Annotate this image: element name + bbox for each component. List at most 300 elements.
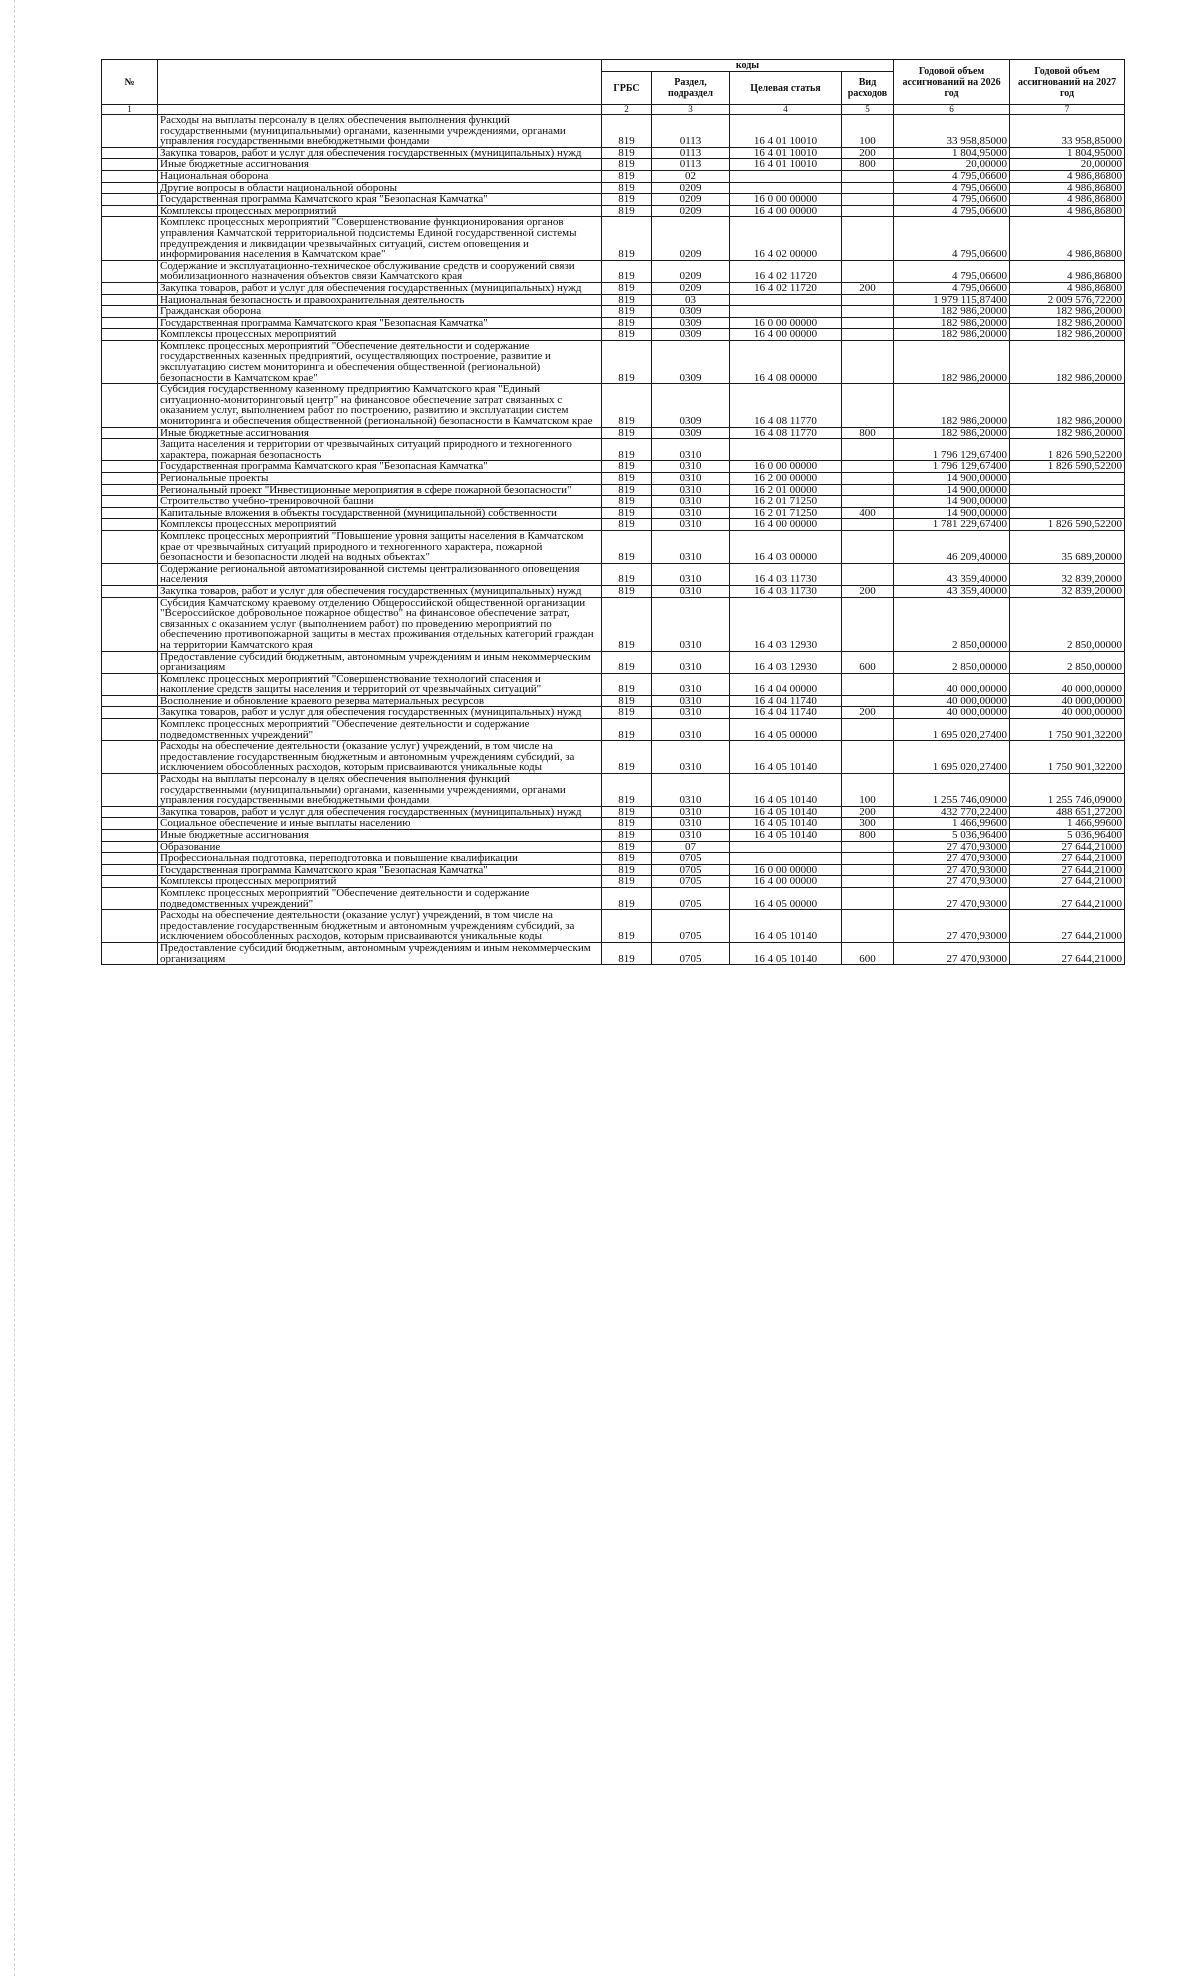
row-razdel: 0310 bbox=[652, 496, 730, 508]
row-number bbox=[102, 853, 158, 865]
row-grbs: 819 bbox=[602, 496, 652, 508]
row-2027: 20,00000 bbox=[1010, 159, 1125, 171]
row-target: 16 4 04 00000 bbox=[730, 673, 842, 695]
row-target: 16 4 03 00000 bbox=[730, 530, 842, 563]
row-2027: 27 644,21000 bbox=[1010, 942, 1125, 964]
row-razdel: 0309 bbox=[652, 340, 730, 383]
row-target bbox=[730, 306, 842, 318]
column-index-cell bbox=[158, 105, 602, 115]
row-grbs: 819 bbox=[602, 585, 652, 597]
row-number bbox=[102, 282, 158, 294]
row-target: 16 4 05 10140 bbox=[730, 806, 842, 818]
row-number bbox=[102, 217, 158, 260]
row-vid bbox=[842, 384, 894, 427]
row-2026: 182 986,20000 bbox=[894, 384, 1010, 427]
row-name: Комплекс процессных мероприятий "Обеспечение деятельности и содержание государственных казенных предприятий, осуществляющих построение, развитие и эксплуатацию систем мониторинга и обеспечения общественной (региональной) безопасности в Камчатском крае" bbox=[158, 340, 602, 383]
row-vid bbox=[842, 519, 894, 531]
table-row bbox=[102, 563, 1125, 585]
row-grbs: 819 bbox=[602, 707, 652, 719]
row-name: Восполнение и обновление краевого резерва материальных ресурсов bbox=[158, 695, 602, 707]
row-razdel: 0209 bbox=[652, 260, 730, 282]
row-2026: 182 986,20000 bbox=[894, 340, 1010, 383]
row-2026: 20,00000 bbox=[894, 159, 1010, 171]
row-2027 bbox=[1010, 507, 1125, 519]
row-razdel: 0310 bbox=[652, 585, 730, 597]
row-name: Предоставление субсидий бюджетным, автономным учреждениям и иным некоммерческим организациям bbox=[158, 651, 602, 673]
table-body bbox=[102, 115, 1125, 965]
row-grbs: 819 bbox=[602, 182, 652, 194]
row-target: 16 2 01 00000 bbox=[730, 484, 842, 496]
row-2026: 182 986,20000 bbox=[894, 329, 1010, 341]
table-row bbox=[102, 853, 1125, 865]
row-vid bbox=[842, 563, 894, 585]
row-2026: 33 958,85000 bbox=[894, 115, 1010, 148]
row-2027: 182 986,20000 bbox=[1010, 306, 1125, 318]
row-name: Содержание и эксплуатационно-техническое обслуживание средств и сооружений связи мобилизационного назначения объектов связи Камчатского края bbox=[158, 260, 602, 282]
table-row bbox=[102, 830, 1125, 842]
row-2027: 4 986,86800 bbox=[1010, 182, 1125, 194]
table-row bbox=[102, 876, 1125, 888]
row-2026: 1 255 746,09000 bbox=[894, 774, 1010, 807]
row-2026: 27 470,93000 bbox=[894, 887, 1010, 909]
scan-edge-mark bbox=[14, 0, 15, 1976]
table-row bbox=[102, 170, 1125, 182]
row-grbs: 819 bbox=[602, 818, 652, 830]
row-vid bbox=[842, 910, 894, 943]
table-row bbox=[102, 741, 1125, 774]
row-target: 16 4 03 12930 bbox=[730, 597, 842, 651]
row-2026: 4 795,06600 bbox=[894, 170, 1010, 182]
row-target bbox=[730, 170, 842, 182]
row-2027: 1 750 901,32200 bbox=[1010, 719, 1125, 741]
row-vid: 600 bbox=[842, 651, 894, 673]
row-target bbox=[730, 294, 842, 306]
row-2026: 46 209,40000 bbox=[894, 530, 1010, 563]
row-2026: 40 000,00000 bbox=[894, 707, 1010, 719]
row-target: 16 4 02 11720 bbox=[730, 260, 842, 282]
row-grbs: 819 bbox=[602, 205, 652, 217]
row-2027: 1 466,99600 bbox=[1010, 818, 1125, 830]
row-name: Национальная безопасность и правоохранительная деятельность bbox=[158, 294, 602, 306]
row-razdel: 0705 bbox=[652, 887, 730, 909]
row-name: Комплекс процессных мероприятий "Совершенствование функционирования органов управления Камчатской территориальной подсистемы Единой государственной системы предупреждения и ликвидации чрезвычайных ситуаций, систем оповещения и информирования населения в Камчатском крае" bbox=[158, 217, 602, 260]
row-name: Расходы на обеспечение деятельности (оказание услуг) учреждений, в том числе на предоставление государственным бюджетным и автономным учреждениям субсидий, за исключением обособленных расходов, которым присваиваются уникальные коды bbox=[158, 910, 602, 943]
row-name: Комплексы процессных мероприятий bbox=[158, 205, 602, 217]
row-vid bbox=[842, 205, 894, 217]
row-target: 16 4 03 11730 bbox=[730, 563, 842, 585]
row-razdel: 02 bbox=[652, 170, 730, 182]
table-row bbox=[102, 530, 1125, 563]
table-row bbox=[102, 282, 1125, 294]
row-vid bbox=[842, 876, 894, 888]
row-target: 16 4 02 00000 bbox=[730, 217, 842, 260]
row-2027: 27 644,21000 bbox=[1010, 864, 1125, 876]
column-index-row bbox=[102, 105, 1125, 115]
row-2027: 1 826 590,52200 bbox=[1010, 439, 1125, 461]
row-number bbox=[102, 484, 158, 496]
row-2027: 4 986,86800 bbox=[1010, 217, 1125, 260]
column-index-cell: 3 bbox=[652, 105, 730, 115]
row-vid: 600 bbox=[842, 942, 894, 964]
row-name: Субсидия Камчатскому краевому отделению Общероссийской общественной организации "Всероссийское добровольное пожарное общество" на финансовое обеспечение затрат, связанных с оказанием услуг (выполнением работ) по проведению мероприятий по обеспечению противопожарной защиты в местах проживания отдельных категорий граждан на территории Камчатского края bbox=[158, 597, 602, 651]
table-row bbox=[102, 317, 1125, 329]
row-target: 16 4 01 10010 bbox=[730, 115, 842, 148]
row-vid bbox=[842, 340, 894, 383]
row-grbs: 819 bbox=[602, 830, 652, 842]
row-grbs: 819 bbox=[602, 519, 652, 531]
row-target: 16 4 01 10010 bbox=[730, 147, 842, 159]
row-name: Социальное обеспечение и иные выплаты населению bbox=[158, 818, 602, 830]
row-2027: 1 750 901,32200 bbox=[1010, 741, 1125, 774]
row-grbs: 819 bbox=[602, 427, 652, 439]
row-target: 16 2 01 71250 bbox=[730, 507, 842, 519]
row-2026: 14 900,00000 bbox=[894, 473, 1010, 485]
row-target: 16 4 04 11740 bbox=[730, 707, 842, 719]
row-number bbox=[102, 170, 158, 182]
row-vid bbox=[842, 306, 894, 318]
row-grbs: 819 bbox=[602, 864, 652, 876]
row-2026: 1 804,95000 bbox=[894, 147, 1010, 159]
table-row bbox=[102, 182, 1125, 194]
row-vid: 200 bbox=[842, 282, 894, 294]
row-target: 16 4 01 10010 bbox=[730, 159, 842, 171]
row-number bbox=[102, 563, 158, 585]
row-name: Предоставление субсидий бюджетным, автономным учреждениям и иным некоммерческим организациям bbox=[158, 942, 602, 964]
row-grbs: 819 bbox=[602, 806, 652, 818]
row-vid bbox=[842, 217, 894, 260]
budget-table bbox=[101, 59, 1125, 965]
row-vid bbox=[842, 461, 894, 473]
row-2026: 1 466,99600 bbox=[894, 818, 1010, 830]
row-vid bbox=[842, 317, 894, 329]
row-razdel: 0310 bbox=[652, 563, 730, 585]
row-name: Капитальные вложения в объекты государственной (муниципальной) собственности bbox=[158, 507, 602, 519]
row-2027: 27 644,21000 bbox=[1010, 910, 1125, 943]
row-target: 16 0 00 00000 bbox=[730, 864, 842, 876]
row-razdel: 0113 bbox=[652, 147, 730, 159]
row-vid bbox=[842, 484, 894, 496]
table-row bbox=[102, 159, 1125, 171]
header-codes: коды bbox=[602, 60, 894, 72]
row-vid bbox=[842, 695, 894, 707]
row-grbs: 819 bbox=[602, 217, 652, 260]
row-vid: 300 bbox=[842, 818, 894, 830]
row-2027: 32 839,20000 bbox=[1010, 585, 1125, 597]
row-number bbox=[102, 159, 158, 171]
row-name: Образование bbox=[158, 841, 602, 853]
row-target: 16 0 00 00000 bbox=[730, 317, 842, 329]
row-2027: 1 804,95000 bbox=[1010, 147, 1125, 159]
row-name: Комплексы процессных мероприятий bbox=[158, 329, 602, 341]
row-2027: 2 850,00000 bbox=[1010, 651, 1125, 673]
row-name: Комплексы процессных мероприятий bbox=[158, 519, 602, 531]
row-number bbox=[102, 427, 158, 439]
row-2027: 4 986,86800 bbox=[1010, 205, 1125, 217]
row-2027: 40 000,00000 bbox=[1010, 673, 1125, 695]
row-razdel: 0310 bbox=[652, 507, 730, 519]
row-number bbox=[102, 473, 158, 485]
row-target: 16 4 08 11770 bbox=[730, 427, 842, 439]
table-row bbox=[102, 864, 1125, 876]
row-vid bbox=[842, 841, 894, 853]
row-2026: 1 695 020,27400 bbox=[894, 741, 1010, 774]
row-vid: 800 bbox=[842, 830, 894, 842]
row-2026: 1 979 115,87400 bbox=[894, 294, 1010, 306]
row-razdel: 0309 bbox=[652, 306, 730, 318]
row-target bbox=[730, 853, 842, 865]
row-vid bbox=[842, 170, 894, 182]
row-grbs: 819 bbox=[602, 329, 652, 341]
table-row bbox=[102, 115, 1125, 148]
row-2026: 182 986,20000 bbox=[894, 317, 1010, 329]
row-2027: 182 986,20000 bbox=[1010, 384, 1125, 427]
row-vid bbox=[842, 329, 894, 341]
row-razdel: 0310 bbox=[652, 774, 730, 807]
row-number bbox=[102, 864, 158, 876]
row-number bbox=[102, 294, 158, 306]
row-razdel: 0310 bbox=[652, 707, 730, 719]
table-row bbox=[102, 217, 1125, 260]
table-row bbox=[102, 841, 1125, 853]
row-grbs: 819 bbox=[602, 115, 652, 148]
row-target: 16 2 00 00000 bbox=[730, 473, 842, 485]
row-2027: 182 986,20000 bbox=[1010, 340, 1125, 383]
row-2026: 27 470,93000 bbox=[894, 841, 1010, 853]
row-razdel: 0705 bbox=[652, 876, 730, 888]
row-name: Расходы на выплаты персоналу в целях обеспечения выполнения функций государственными (муниципальными) органами, казенными учреждениями, органами управления государственными внебюджетными фондами bbox=[158, 774, 602, 807]
row-number bbox=[102, 194, 158, 206]
row-vid bbox=[842, 473, 894, 485]
row-razdel: 0310 bbox=[652, 651, 730, 673]
row-2026: 27 470,93000 bbox=[894, 853, 1010, 865]
row-razdel: 0309 bbox=[652, 317, 730, 329]
row-target: 16 4 00 00000 bbox=[730, 519, 842, 531]
row-2027: 40 000,00000 bbox=[1010, 707, 1125, 719]
row-number bbox=[102, 695, 158, 707]
column-index-cell: 4 bbox=[730, 105, 842, 115]
row-name: Закупка товаров, работ и услуг для обеспечения государственных (муниципальных) нужд bbox=[158, 282, 602, 294]
row-target: 16 4 08 00000 bbox=[730, 340, 842, 383]
row-number bbox=[102, 147, 158, 159]
row-2027: 182 986,20000 bbox=[1010, 427, 1125, 439]
row-2026: 182 986,20000 bbox=[894, 427, 1010, 439]
row-grbs: 819 bbox=[602, 530, 652, 563]
row-target: 16 4 05 10140 bbox=[730, 942, 842, 964]
row-vid: 200 bbox=[842, 147, 894, 159]
row-number bbox=[102, 673, 158, 695]
row-2027 bbox=[1010, 473, 1125, 485]
row-grbs: 819 bbox=[602, 317, 652, 329]
row-vid bbox=[842, 597, 894, 651]
row-name: Закупка товаров, работ и услуг для обеспечения государственных (муниципальных) нужд bbox=[158, 707, 602, 719]
row-razdel: 0209 bbox=[652, 205, 730, 217]
row-target: 16 4 00 00000 bbox=[730, 205, 842, 217]
row-number bbox=[102, 519, 158, 531]
table-row bbox=[102, 695, 1125, 707]
row-target bbox=[730, 439, 842, 461]
row-razdel: 0705 bbox=[652, 942, 730, 964]
row-target: 16 0 00 00000 bbox=[730, 461, 842, 473]
row-name: Национальная оборона bbox=[158, 170, 602, 182]
row-grbs: 819 bbox=[602, 695, 652, 707]
row-target: 16 4 08 11770 bbox=[730, 384, 842, 427]
row-number bbox=[102, 182, 158, 194]
header-2027: Годовой объем ассигнований на 2027 год bbox=[1010, 60, 1125, 105]
row-grbs: 819 bbox=[602, 876, 652, 888]
row-name: Иные бюджетные ассигнования bbox=[158, 830, 602, 842]
row-grbs: 819 bbox=[602, 887, 652, 909]
row-razdel: 0705 bbox=[652, 910, 730, 943]
row-razdel: 0209 bbox=[652, 282, 730, 294]
row-grbs: 819 bbox=[602, 563, 652, 585]
row-number bbox=[102, 719, 158, 741]
row-2026: 43 359,40000 bbox=[894, 563, 1010, 585]
row-target: 16 4 03 11730 bbox=[730, 585, 842, 597]
row-razdel: 0310 bbox=[652, 519, 730, 531]
row-name: Защита населения и территории от чрезвычайных ситуаций природного и техногенного характера, пожарная безопасность bbox=[158, 439, 602, 461]
row-2026: 432 770,22400 bbox=[894, 806, 1010, 818]
row-target: 16 4 04 11740 bbox=[730, 695, 842, 707]
header-target: Целевая статья bbox=[730, 72, 842, 105]
table-row bbox=[102, 439, 1125, 461]
column-index-cell: 1 bbox=[102, 105, 158, 115]
column-index-cell: 5 bbox=[842, 105, 894, 115]
row-number bbox=[102, 461, 158, 473]
row-2026: 27 470,93000 bbox=[894, 876, 1010, 888]
row-number bbox=[102, 774, 158, 807]
row-name: Закупка товаров, работ и услуг для обеспечения государственных (муниципальных) нужд bbox=[158, 806, 602, 818]
row-number bbox=[102, 876, 158, 888]
header-grbs: ГРБС bbox=[602, 72, 652, 105]
row-name: Иные бюджетные ассигнования bbox=[158, 427, 602, 439]
row-vid bbox=[842, 194, 894, 206]
row-number bbox=[102, 806, 158, 818]
table-row bbox=[102, 461, 1125, 473]
row-2027: 4 986,86800 bbox=[1010, 170, 1125, 182]
row-2026: 40 000,00000 bbox=[894, 695, 1010, 707]
row-2027: 1 255 746,09000 bbox=[1010, 774, 1125, 807]
table-row bbox=[102, 496, 1125, 508]
row-name: Расходы на выплаты персоналу в целях обеспечения выполнения функций государственными (муниципальными) органами, казенными учреждениями, органами управления государственными внебюджетными фондами bbox=[158, 115, 602, 148]
table-row bbox=[102, 887, 1125, 909]
table-row bbox=[102, 707, 1125, 719]
row-razdel: 0310 bbox=[652, 473, 730, 485]
row-vid: 100 bbox=[842, 774, 894, 807]
row-2027: 4 986,86800 bbox=[1010, 260, 1125, 282]
row-2026: 27 470,93000 bbox=[894, 942, 1010, 964]
row-2026: 1 796 129,67400 bbox=[894, 439, 1010, 461]
row-name: Закупка товаров, работ и услуг для обеспечения государственных (муниципальных) нужд bbox=[158, 147, 602, 159]
row-2026: 182 986,20000 bbox=[894, 306, 1010, 318]
row-grbs: 819 bbox=[602, 741, 652, 774]
table-row bbox=[102, 260, 1125, 282]
row-vid bbox=[842, 741, 894, 774]
table-row bbox=[102, 384, 1125, 427]
row-number bbox=[102, 496, 158, 508]
header-2026: Годовой объем ассигнований на 2026 год bbox=[894, 60, 1010, 105]
row-vid bbox=[842, 182, 894, 194]
row-number bbox=[102, 707, 158, 719]
row-razdel: 0309 bbox=[652, 384, 730, 427]
header-number: № bbox=[102, 60, 158, 105]
row-razdel: 0113 bbox=[652, 115, 730, 148]
table-row bbox=[102, 818, 1125, 830]
row-number bbox=[102, 115, 158, 148]
column-index-cell: 2 bbox=[602, 105, 652, 115]
row-2026: 14 900,00000 bbox=[894, 496, 1010, 508]
row-grbs: 819 bbox=[602, 774, 652, 807]
row-number bbox=[102, 830, 158, 842]
row-number bbox=[102, 887, 158, 909]
table-row bbox=[102, 719, 1125, 741]
row-number bbox=[102, 340, 158, 383]
row-number bbox=[102, 205, 158, 217]
row-target: 16 4 05 00000 bbox=[730, 719, 842, 741]
row-2027: 1 826 590,52200 bbox=[1010, 519, 1125, 531]
table-row bbox=[102, 597, 1125, 651]
row-vid: 400 bbox=[842, 507, 894, 519]
row-2027: 27 644,21000 bbox=[1010, 876, 1125, 888]
row-2026: 1 796 129,67400 bbox=[894, 461, 1010, 473]
row-target: 16 4 05 10140 bbox=[730, 910, 842, 943]
row-grbs: 819 bbox=[602, 384, 652, 427]
row-razdel: 0705 bbox=[652, 853, 730, 865]
row-grbs: 819 bbox=[602, 841, 652, 853]
table-row bbox=[102, 329, 1125, 341]
row-target: 16 4 00 00000 bbox=[730, 329, 842, 341]
row-target bbox=[730, 841, 842, 853]
row-target: 16 4 05 10140 bbox=[730, 830, 842, 842]
row-grbs: 819 bbox=[602, 651, 652, 673]
row-razdel: 0309 bbox=[652, 329, 730, 341]
row-number bbox=[102, 384, 158, 427]
table-row bbox=[102, 942, 1125, 964]
row-name: Другие вопросы в области национальной обороны bbox=[158, 182, 602, 194]
row-razdel: 0310 bbox=[652, 719, 730, 741]
row-razdel: 0705 bbox=[652, 864, 730, 876]
table-row bbox=[102, 806, 1125, 818]
row-grbs: 819 bbox=[602, 170, 652, 182]
header-name bbox=[158, 60, 602, 105]
row-2026: 40 000,00000 bbox=[894, 673, 1010, 695]
table-row bbox=[102, 473, 1125, 485]
table-row bbox=[102, 673, 1125, 695]
row-razdel: 0310 bbox=[652, 461, 730, 473]
row-razdel: 0209 bbox=[652, 182, 730, 194]
column-index-cell: 7 bbox=[1010, 105, 1125, 115]
row-razdel: 0310 bbox=[652, 597, 730, 651]
row-grbs: 819 bbox=[602, 853, 652, 865]
row-grbs: 819 bbox=[602, 719, 652, 741]
row-vid bbox=[842, 439, 894, 461]
row-name: Региональные проекты bbox=[158, 473, 602, 485]
row-razdel: 0310 bbox=[652, 530, 730, 563]
row-name: Гражданская оборона bbox=[158, 306, 602, 318]
row-target: 16 4 02 11720 bbox=[730, 282, 842, 294]
row-number bbox=[102, 741, 158, 774]
row-razdel: 0310 bbox=[652, 741, 730, 774]
row-vid: 800 bbox=[842, 427, 894, 439]
row-vid: 100 bbox=[842, 115, 894, 148]
row-grbs: 819 bbox=[602, 194, 652, 206]
table-row bbox=[102, 427, 1125, 439]
row-name: Комплексы процессных мероприятий bbox=[158, 876, 602, 888]
row-grbs: 819 bbox=[602, 910, 652, 943]
row-vid bbox=[842, 496, 894, 508]
row-name: Закупка товаров, работ и услуг для обеспечения государственных (муниципальных) нужд bbox=[158, 585, 602, 597]
row-2027: 2 009 576,72200 bbox=[1010, 294, 1125, 306]
row-target: 16 0 00 00000 bbox=[730, 194, 842, 206]
